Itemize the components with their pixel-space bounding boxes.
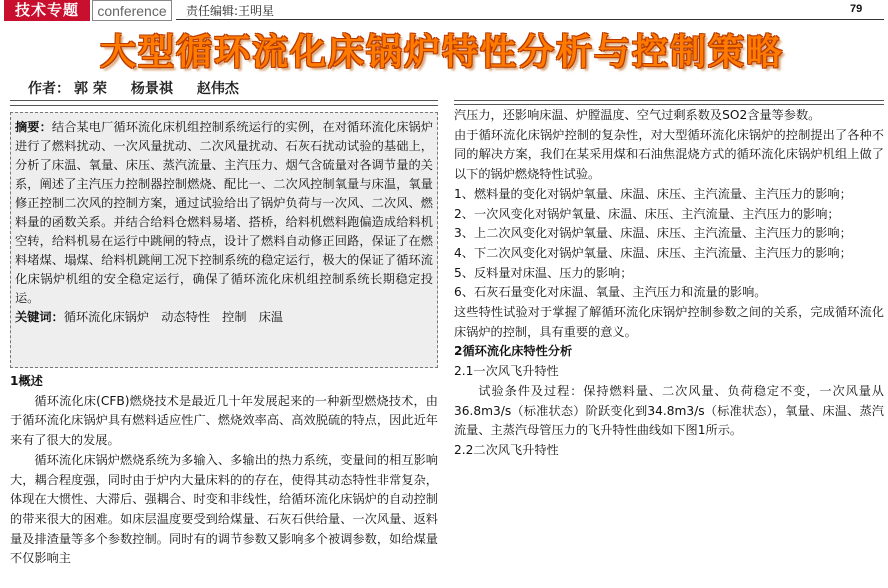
- page-header: [0, 0, 888, 22]
- paragraph: 循环流化床(CFB)燃烧技术是最近几十年发展起来的一种新型燃烧技术，由于循环流化床锅炉具有燃料适应性广、燃烧效率高、高效脱硫的特点，因此近年来有了很大的发展。: [10, 393, 438, 448]
- section-heading: 1概述: [10, 374, 43, 388]
- abstract-text: 结合某电厂循环流化床机组控制系统运行的实例，在对循环流化床锅炉进行了燃料扰动、一次风量扰动、二次风量扰动、石灰石扰动试验的基础上，分析了床温、氧量、床压、蒸汽流量、主汽压力、烟气含硫量对各调节量的关系，阐述了主汽压力控制器控制燃烧、配比一、二次风控制氧量与床温，氧量修正控制二次风的控制方案，通过试验给出了锅炉负荷与一次风、二次风、燃料量的函数关系。并结合给料仓燃料易堵、搭桥，给料机燃料跑偏造成给料机空转，给料机易在运行中跳闸的特点，设计了燃料自动修正回路，保证了在燃料堵煤、塌煤、给料机跳闸工况下控制系统的稳定运行，极大的保证了循环流化床锅炉机组的安全稳定运行，确保了循环流化床机组控制系统长期稳定投运。: [15, 120, 434, 305]
- conference-label: conference: [92, 0, 172, 21]
- paragraph: 汽压力，还影响床温、炉膛温度、空气过剩系数及SO2含量等参数。: [454, 108, 821, 122]
- keywords-line: [15, 308, 433, 327]
- column-tag: 技术专题: [4, 0, 90, 21]
- list-item: 3、上二次风变化对锅炉氧量、床温、床压、主汽流量、主汽压力的影响；: [454, 226, 852, 241]
- abstract-label: 摘要：: [15, 120, 52, 134]
- list-item: 4、下二次风变化对锅炉氧量、床温、床压、主汽流量、主汽压力的影响；: [454, 245, 852, 260]
- keywords-label: 关键词：: [15, 310, 64, 324]
- right-column: [454, 106, 884, 461]
- list-item: 2、一次风变化对锅炉氧量、床温、床压、主汽流量、主汽压力的影响；: [454, 206, 840, 221]
- separator-left: [10, 100, 438, 106]
- subsection-heading: 2.1一次风飞升特性: [454, 364, 559, 379]
- list-item: 5、反料量对床温、压力的影响；: [454, 265, 633, 280]
- section-heading: 2循环流化床特性分析: [454, 344, 573, 359]
- header-rule: [176, 19, 884, 20]
- abstract-box: [10, 112, 438, 368]
- paragraph: 这些特性试验对于掌握了解循环流化床锅炉控制参数之间的关系，完成循环流化床锅炉的控制，具有重要的意义。: [454, 305, 884, 339]
- keywords-text: 循环流化床锅炉 动态特性 控制 床温: [63, 310, 284, 324]
- separator-right: [454, 100, 884, 105]
- editor-credit: 责任编辑:王明星: [186, 4, 275, 18]
- article-title: 大型循环流化床锅炉特性分析与控制策略: [100, 32, 785, 73]
- author-name: 郭 荣: [74, 81, 107, 97]
- paragraph: 由于循环流化床锅炉控制的复杂性，对大型循环流化床锅炉的控制提出了各种不同的解决方案，我们在某采用煤和石油焦混烧方式的循环流化床锅炉机组上做了以下的锅炉燃烧特性试验。: [454, 127, 884, 182]
- subsection-heading: 2.2二次风飞升特性: [454, 442, 559, 457]
- paragraph: 循环流化床锅炉燃烧系统为多输入、多输出的热力系统，变量间的相互影响大，耦合程度强，同时由于炉内大量床料的的存在，使得其动态特性非常复杂，体现在大惯性、大滞后、强耦合、时变和非线性，给循环流化床锅炉的自动控制的带来很大的困难。如床层温度要受到给煤量、石灰石供给量、一次风量、返料量及排渣量等多个参数控制。同时有的调节参数又影响多个被调参数，如给煤量不仅影响主: [10, 452, 438, 566]
- paragraph: 试验条件及过程：保持燃料量、二次风量、负荷稳定不变，一次风量从36.8m3/s（标准状态）阶跃变化到34.8m3/s（标准状态），氧量、床温、蒸汽流量、主蒸汽母管压力的飞升特性曲线如下图1所示。: [454, 383, 884, 438]
- list-item: 6、石灰石量变化对床温、氧量、主汽压力和流量的影响。: [454, 285, 767, 300]
- author-label: 作者：: [28, 81, 70, 97]
- list-item: 1、燃料量的变化对锅炉氧量、床温、床压、主汽流量、主汽压力的影响；: [454, 186, 852, 201]
- left-column: [10, 372, 438, 569]
- page-number: 79: [850, 3, 863, 15]
- author-name: 赵伟杰: [196, 81, 239, 97]
- author-line: [28, 78, 263, 98]
- author-name: 杨景祺: [130, 81, 173, 97]
